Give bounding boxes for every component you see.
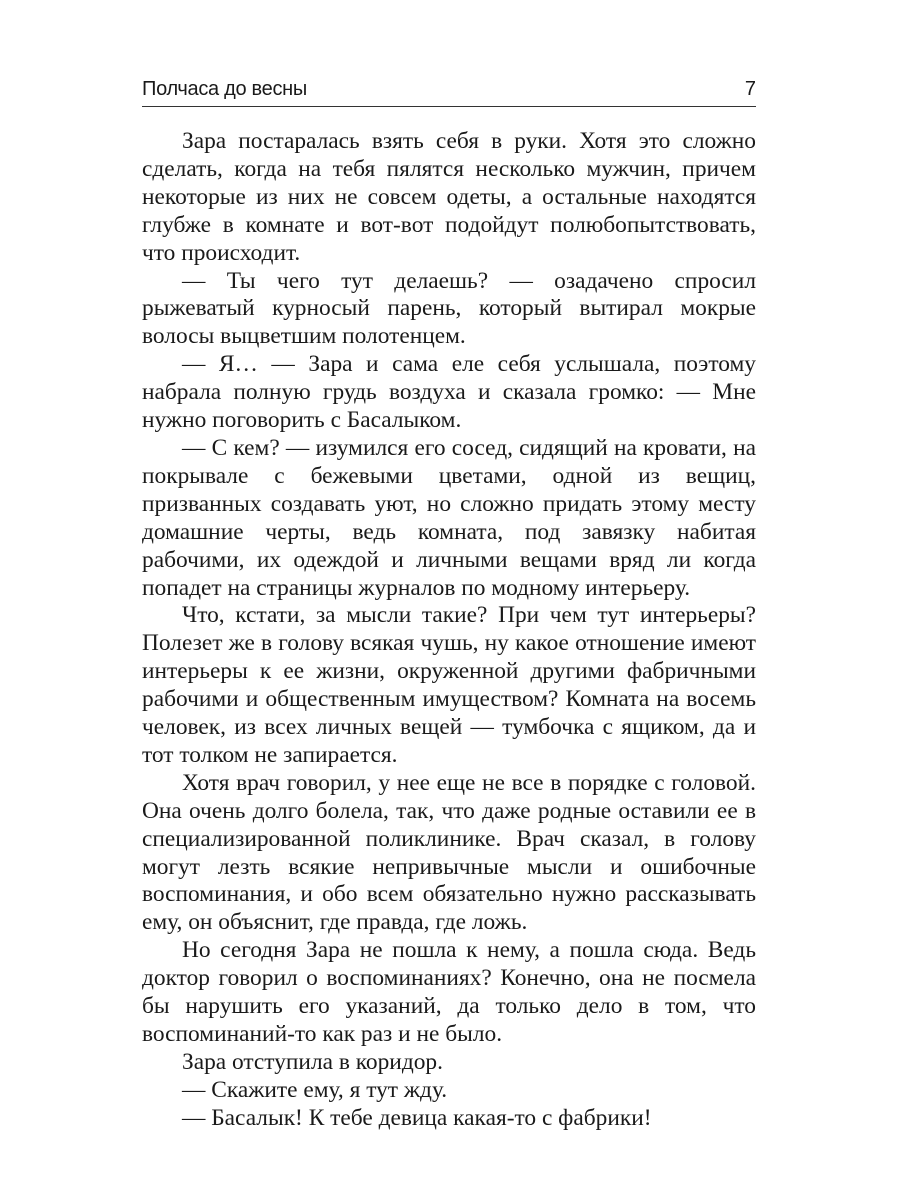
paragraph: Но сегодня Зара не пошла к нему, а пошла сюда. Ведь доктор говорил о воспоминаниях? Конечно, она не посмела бы нарушить его указаний, да только дело в том, что воспоминаний-то как раз и не было.: [142, 937, 756, 1047]
paragraph: Зара отступила в коридор.: [182, 1048, 443, 1075]
paragraph: Что, кстати, за мысли такие? При чем тут интерьеры? Полезет же в голову всякая чушь, ну какое отношение имеют интерьеры к ее жизни, окруженной другими фабричными рабочими и общественным имуществом? Комната на восемь человек, из всех личных вещей — тумбочка с ящиком, да и тот толком не запирается.: [142, 602, 756, 768]
paragraph: — Я… — Зара и сама еле себя услышала, поэтому набрала полную грудь воздуха и сказала громко: — Мне нужно поговорить с Басалыком.: [142, 351, 756, 434]
book-title: Полчаса до весны: [142, 78, 308, 100]
paragraph: — Ты чего тут делаешь? — озадачено спросил рыжеватый курносый парень, который вытирал мокрые волосы выцветшим полотенцем.: [142, 267, 756, 350]
body-text: [142, 128, 756, 1133]
paragraph: Зара постаралась взять себя в руки. Хотя это сложно сделать, когда на тебя пялятся несколько мужчин, причем некоторые из них не совсем одеты, а остальные находятся глубже в комнате и вот-вот подойдут полюбопытствовать, что происходит.: [142, 128, 756, 266]
paragraph: — Скажите ему, я тут жду.: [182, 1076, 448, 1103]
running-header: [142, 74, 756, 104]
header-divider: [142, 106, 756, 107]
paragraph: — Басалык! К тебе девица какая-то с фабрики!: [182, 1104, 652, 1131]
page-number: 7: [744, 78, 756, 100]
paragraph: — С кем? — изумился его сосед, сидящий на кровати, на покрывале с бежевыми цветами, одной из вещиц, призванных создавать уют, но сложно придать этому месту домашние черты, ведь комната, под завязку набитая рабочими, их одеждой и личными вещами вряд ли когда попадет на страницы журналов по модному интерьеру.: [142, 434, 756, 601]
paragraph: Хотя врач говорил, у нее еще не все в порядке с головой. Она очень долго болела, так, что даже родные оставили ее в специализированной поликлинике. Врач сказал, в голову могут лезть всякие непривычные мысли и ошибочные воспоминания, и обо всем обязательно нужно рассказывать ему, он объяснит, где правда, где ложь.: [142, 769, 756, 936]
